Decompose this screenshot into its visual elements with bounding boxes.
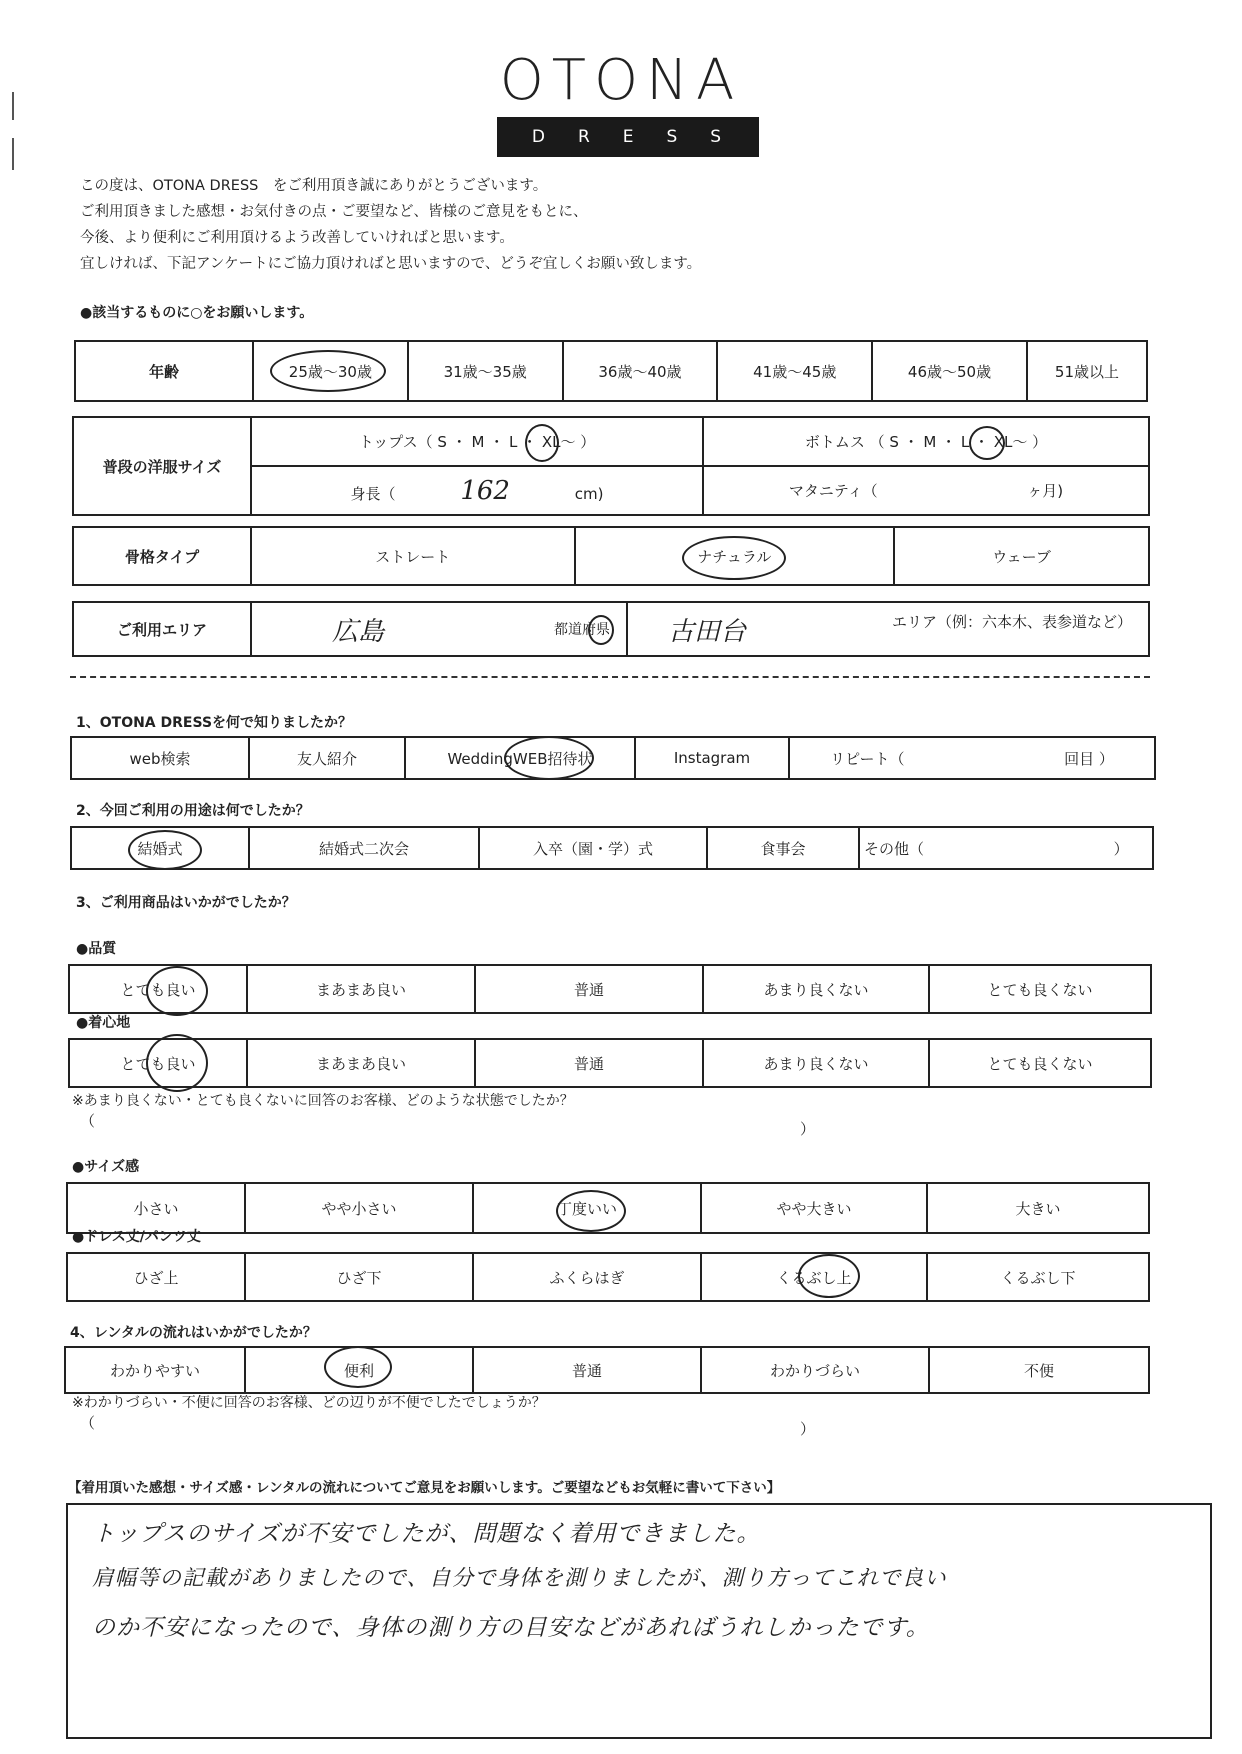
q1-option[interactable]: WeddingWEB招待状 [405,737,635,779]
comment-line: トップスのサイズが不安でしたが、問題なく着用できました。 [92,1521,761,1547]
age-option[interactable]: 46歳～50歳 [872,341,1027,401]
quality-option[interactable]: とても良い [69,965,247,1013]
selection-circle [128,830,202,870]
comfort-option[interactable]: あまり良くない [703,1039,929,1087]
selection-circle [146,1034,208,1092]
bone-type-option[interactable]: ナチュラル [575,527,895,585]
brand-logo: OTONA [499,48,743,113]
bone-type-option[interactable]: ウェーブ [894,527,1149,585]
age-option[interactable]: 36歳～40歳 [563,341,718,401]
question-4-table [64,1346,1150,1394]
q1-option[interactable]: web検索 [71,737,249,779]
size-label: 普段の洋服サイズ [73,417,251,515]
area-label: ご利用エリア [73,602,251,656]
q2-option[interactable]: 結婚式二次会 [249,827,479,869]
length-option[interactable]: ひざ上 [67,1253,245,1301]
inconvenient-paren-open: （ [80,1414,96,1432]
selection-circle [969,426,1005,460]
inconvenient-paren-close: ） [800,1420,816,1438]
length-label: ●ドレス丈/パンツ丈 [72,1229,201,1245]
question-1-title: 1、OTONA DRESSを何で知りましたか？ [76,715,353,731]
bone-type-option[interactable]: ストレート [251,527,575,585]
divider [70,676,1150,678]
selection-circle [270,350,386,392]
q2-option[interactable]: 結婚式 [71,827,249,869]
selection-circle [504,736,594,780]
age-label: 年齢 [75,341,253,401]
age-option[interactable]: 41歳～45歳 [717,341,872,401]
length-option[interactable]: ふくらはぎ [473,1253,701,1301]
area-field[interactable]: 古田台 エリア（例：六本木、表参道など） [627,602,1149,656]
comment-title: 【着用頂いた感想・サイズ感・レンタルの流れについてご意見をお願いします。ご要望などもお気軽に書いて下さい】 [68,1480,781,1496]
fit-option[interactable]: 大きい [927,1183,1149,1233]
area-table [72,601,1150,657]
question-3-title: 3、ご利用商品はいかがでしたか？ [76,895,296,911]
q4-option[interactable]: わかりやすい [65,1347,245,1393]
q4-option[interactable]: 便利 [245,1347,473,1393]
age-option[interactable]: 25歳～30歳 [253,341,408,401]
area-value: 古田台 [668,616,747,647]
inconvenient-note: ※わかりづらい・不便に回答のお客様、どの辺りが不便でしたでしょうか？ [72,1395,546,1411]
fit-option[interactable]: やや大きい [701,1183,927,1233]
maternity-field[interactable]: マタニティ（ ヶ月) [703,466,1149,515]
q1-option[interactable]: Instagram [635,737,789,779]
selection-circle [525,424,559,462]
q1-option[interactable]: 友人紹介 [249,737,405,779]
prefecture-value: 広島 [332,616,385,647]
age-option[interactable]: 51歳以上 [1027,341,1147,401]
q4-option[interactable]: 普通 [473,1347,701,1393]
fit-option[interactable]: 丁度いい [473,1183,701,1233]
fit-option[interactable]: やや小さい [245,1183,473,1233]
selection-circle [682,536,786,580]
q1-repeat-field[interactable]: リピート（ 回目 ） [789,737,1155,779]
section-instruction: ●該当するものに○をお願いします。 [80,305,314,321]
prefecture-field[interactable]: 広島 都道府県 [251,602,627,656]
quality-option[interactable]: まあまあ良い [247,965,475,1013]
selection-circle [324,1346,392,1388]
fit-label: ●サイズ感 [72,1159,140,1175]
fit-option[interactable]: 小さい [67,1183,245,1233]
comfort-option[interactable]: とても良い [69,1039,247,1087]
bad-quality-note: ※あまり良くない・とても良くないに回答のお客様、どのような状態でしたか？ [72,1093,574,1109]
comfort-option[interactable]: まあまあ良い [247,1039,475,1087]
quality-table [68,964,1152,1014]
tops-size-field[interactable]: トップス（ S ・ M ・ L ・ XL～ ） [251,417,703,466]
comfort-option[interactable]: 普通 [475,1039,703,1087]
question-2-title: 2、今回ご利用の用途は何でしたか？ [76,803,310,819]
quality-option[interactable]: とても良くない [929,965,1151,1013]
quality-option[interactable]: あまり良くない [703,965,929,1013]
bone-type-label: 骨格タイプ [73,527,251,585]
question-4-title: 4、レンタルの流れはいかがでしたか？ [70,1325,317,1341]
bad-quality-paren-open: （ [80,1112,96,1130]
intro-line: この度は、OTONA DRESS をご利用頂き誠にありがとうございます。 [80,178,548,194]
intro-text [80,173,701,277]
bone-type-table [72,526,1150,586]
intro-line: ご利用頂きました感想・お気付きの点・ご要望など、皆様のご意見をもとに、 [80,204,588,220]
bad-quality-paren-close: ） [800,1120,816,1138]
question-2-table [70,826,1154,870]
size-table [72,416,1150,516]
comfort-option[interactable]: とても良くない [929,1039,1151,1087]
q2-other-field[interactable]: その他（ ） [859,827,1153,869]
comfort-label: ●着心地 [76,1015,131,1031]
age-table [74,340,1148,402]
intro-line: 宜しければ、下記アンケートにご協力頂ければと思いますので、どうぞ宜しくお願い致します。 [80,256,702,272]
bottoms-size-field[interactable]: ボトムス （ S ・ M ・ L ・ XL～ ） [703,417,1149,466]
intro-line: 今後、より便利にご利用頂けるよう改善していければと思います。 [80,230,514,246]
comfort-table [68,1038,1152,1088]
brand-logo-sub: DRESS [497,117,759,157]
selection-circle [588,615,614,645]
height-field[interactable]: 身長（ 162 cm) [251,466,703,515]
length-option[interactable]: くるぶし下 [927,1253,1149,1301]
quality-option[interactable]: 普通 [475,965,703,1013]
selection-circle [146,966,208,1016]
length-table [66,1252,1150,1302]
age-option[interactable]: 31歳～35歳 [408,341,563,401]
length-option[interactable]: くるぶし上 [701,1253,927,1301]
comment-line: 肩幅等の記載がありましたので、自分で身体を測りましたが、測り方ってこれで良い [92,1566,947,1591]
scan-edge-mark [12,138,14,170]
question-1-table [70,736,1156,780]
selection-circle [556,1190,626,1232]
fit-table [66,1182,1150,1234]
quality-label: ●品質 [76,941,117,957]
q4-option[interactable]: 不便 [929,1347,1149,1393]
selection-circle [798,1254,860,1298]
q4-option[interactable]: わかりづらい [701,1347,929,1393]
comment-line: のか不安になったので、身体の測り方の目安などがあればうれしかったです。 [92,1615,930,1641]
q2-option[interactable]: 入卒（園・学）式 [479,827,707,869]
comment-box[interactable] [66,1503,1212,1739]
height-value: 162 [460,475,510,506]
q2-option[interactable]: 食事会 [707,827,859,869]
length-option[interactable]: ひざ下 [245,1253,473,1301]
